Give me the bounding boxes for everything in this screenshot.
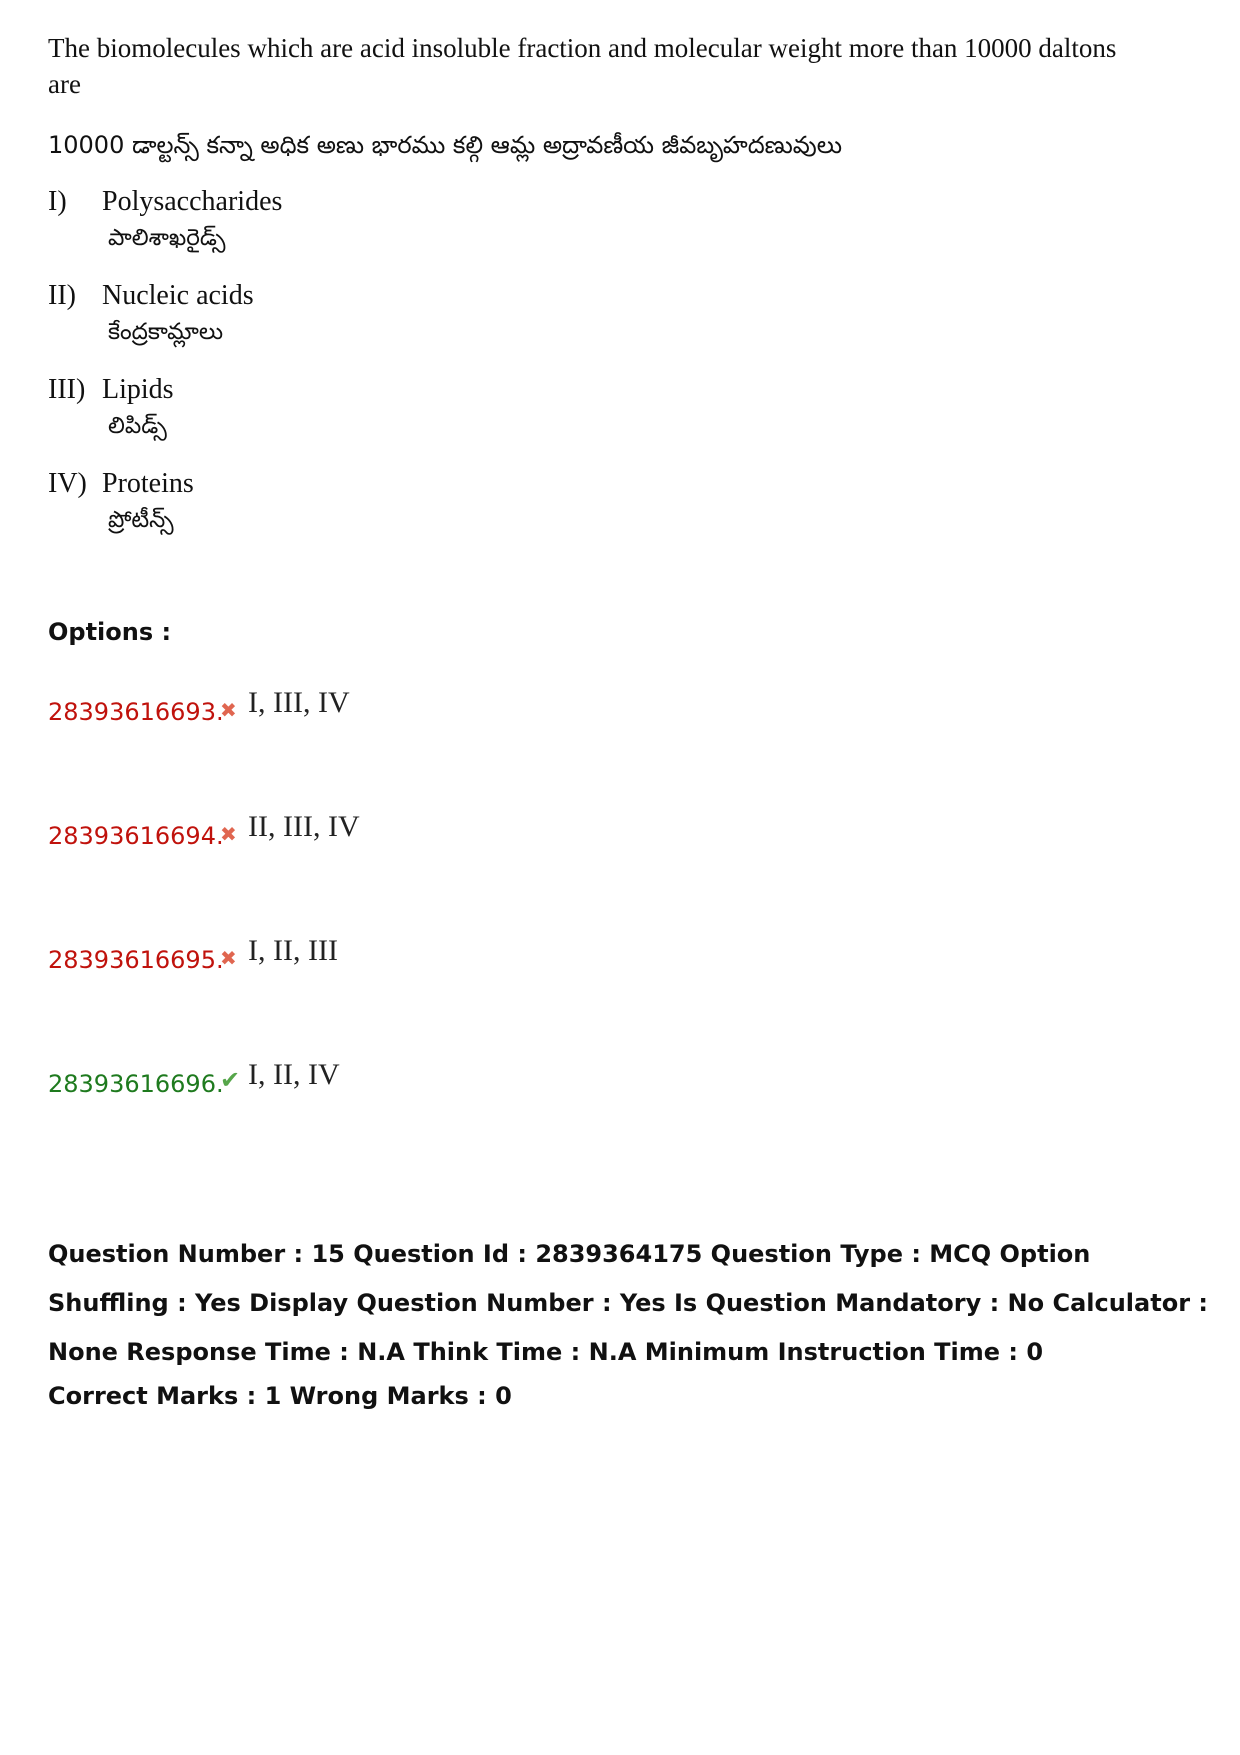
option-id: 28393616693. xyxy=(48,698,224,726)
statement-text-telugu: లిపిడ్స్ xyxy=(108,413,167,439)
option-2 xyxy=(48,810,848,858)
correct-check-icon: ✔ xyxy=(220,1066,241,1094)
statement-text-english: Lipids xyxy=(102,374,174,405)
wrong-cross-icon: ✖ xyxy=(220,946,237,970)
statement-1 xyxy=(48,184,1148,256)
options-label: Options : xyxy=(48,618,172,646)
option-id: 28393616694. xyxy=(48,822,224,850)
statement-2 xyxy=(48,278,1148,350)
option-1 xyxy=(48,686,848,734)
option-4 xyxy=(48,1058,848,1106)
question-block xyxy=(48,30,1148,538)
option-text: I, II, III xyxy=(248,934,338,967)
wrong-cross-icon: ✖ xyxy=(220,698,237,722)
statement-text-telugu: ప్రోటీన్స్ xyxy=(108,507,174,533)
statement-number: IV) xyxy=(48,468,87,499)
question-text-telugu: 10000 డాల్టన్స్ కన్నా అధిక అణు భారము కల్గి ఆమ్ల అద్రావణీయ జీవబృహదణువులు xyxy=(48,131,843,159)
statement-number: III) xyxy=(48,374,86,405)
statement-number: II) xyxy=(48,280,76,311)
option-text: I, III, IV xyxy=(248,686,350,719)
statement-text-english: Proteins xyxy=(102,468,194,499)
option-id: 28393616696. xyxy=(48,1070,224,1098)
marks-info: Correct Marks : 1 Wrong Marks : 0 xyxy=(48,1382,512,1410)
option-3 xyxy=(48,934,848,982)
statement-text-english: Nucleic acids xyxy=(102,280,254,311)
question-text-english: The biomolecules which are acid insoluble fraction and molecular weight more than 10000 daltons are xyxy=(48,33,1117,99)
option-id: 28393616695. xyxy=(48,946,224,974)
statement-text-english: Polysaccharides xyxy=(102,186,283,217)
option-text: I, II, IV xyxy=(248,1058,340,1091)
option-text: II, III, IV xyxy=(248,810,360,843)
question-metadata: Question Number : 15 Question Id : 2839364175 Question Type : MCQ Option Shuffling : Yes Display Question Number : Yes Is Question Mandatory : No Calculator : None Response Time : N.A Think Time : N.A Minimum Instruction Time : 0 xyxy=(48,1240,1208,1366)
statement-text-telugu: కేంద్రకామ్లాలు xyxy=(108,319,224,345)
statement-4 xyxy=(48,466,1148,538)
statement-3 xyxy=(48,372,1148,444)
statement-number: I) xyxy=(48,186,67,217)
statement-text-telugu: పాలిశాఖరైడ్స్ xyxy=(108,225,226,251)
wrong-cross-icon: ✖ xyxy=(220,822,237,846)
